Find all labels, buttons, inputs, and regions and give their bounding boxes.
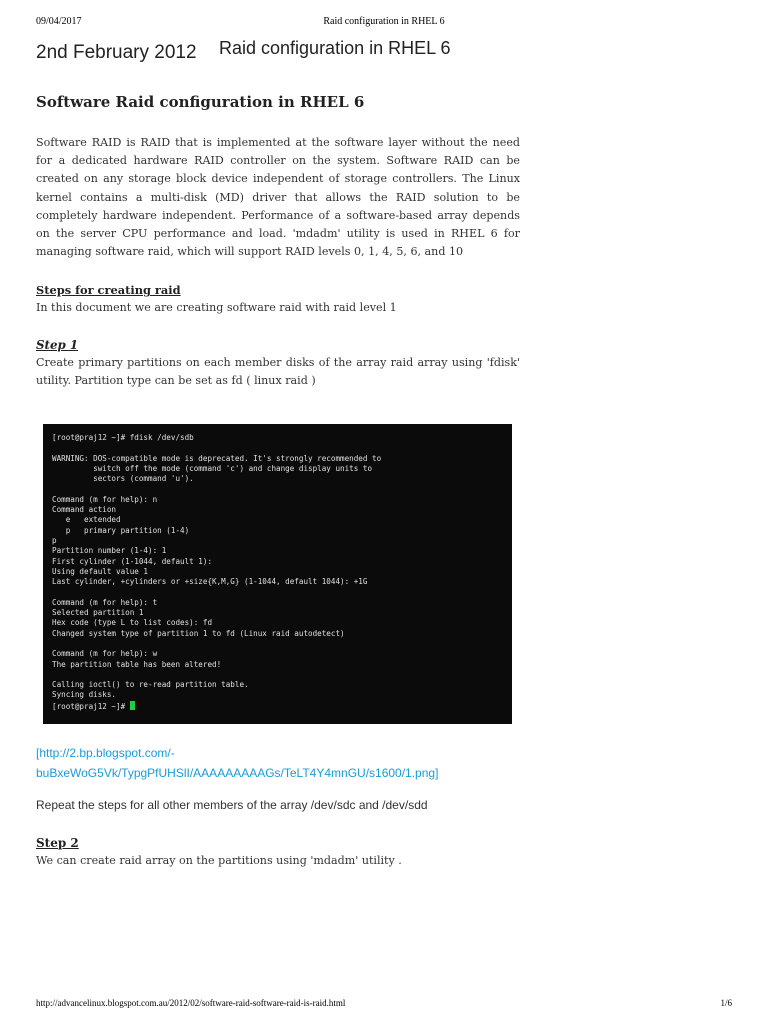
step2-heading: Step 2	[36, 836, 79, 850]
article-heading: Software Raid configuration in RHEL 6	[36, 93, 365, 111]
terminal-cursor	[130, 701, 135, 710]
print-title: Raid configuration in RHEL 6	[323, 16, 445, 27]
post-title[interactable]: Raid configuration in RHEL 6	[219, 38, 451, 58]
intro-paragraph: Software RAID is RAID that is implemented at the software layer without the need for a dedicated hardware RAID controller on the system. Software RAID can be created on any storage block device independent of storage controllers. The Linux kernel contains a multi-disk (MD) driver that allows the RAID solution to be completely hardware independent. Performance of a software-based array depends on the server CPU performance and load. 'mdadm' utility is used in RHEL 6 for managing software raid, which will support RAID levels 0, 1, 4, 5, 6, and 10	[36, 136, 520, 259]
terminal-screenshot	[43, 424, 512, 724]
terminal-output: [root@praj12 ~]# fdisk /dev/sdb WARNING: DOS-compatible mode is deprecated. It's strongly recommended to switch off the mode (command 'c') and change display units to sectors (command 'u'). Command (m for help): n Command action e extended p primary partition (1-4) p Partition number (1-4): 1 First cylinder (1-1044, default 1): Using default value 1 Last cylinder, +cylinders or +size{K,M,G} (1-1044, default 1044): +1G Command (m for help): t Selected partition 1 Hex code (type L to list codes): fd Changed system type of partition 1 to fd (Linux raid autodetect) Command (m for help): w The partition table has been altered! Calling ioctl() to re-read partition table. Syncing disks. [root@praj12 ~]#	[52, 433, 382, 711]
print-footer	[36, 998, 732, 1010]
article-body	[36, 92, 520, 390]
step2-text: We can create raid array on the partitions using 'mdadm' utility .	[36, 854, 402, 867]
post-date: 2nd February 2012	[36, 42, 197, 63]
page-number: 1/6	[720, 998, 732, 1008]
image-source-link[interactable]: [http://2.bp.blogspot.com/-buBxeWoG5Vk/TypgPfUHSlI/AAAAAAAAAGs/TeLT4Y4mnGU/s1600/1.png]	[36, 746, 439, 780]
page-url: http://advancelinux.blogspot.com.au/2012/02/software-raid-software-raid-is-raid.html	[36, 998, 346, 1008]
step1-text: Create primary partitions on each member disks of the array raid array using 'fdisk' utility. Partition type can be set as fd ( linux raid )	[36, 355, 520, 387]
print-header	[36, 16, 732, 30]
steps-heading: Steps for creating raid	[36, 283, 181, 298]
blog-post-header	[36, 38, 732, 70]
step1-heading: Step 1	[36, 337, 79, 352]
step2-section	[36, 834, 520, 870]
steps-intro: In this document we are creating software raid with raid level 1	[36, 301, 397, 315]
print-date: 09/04/2017	[36, 16, 82, 27]
repeat-instructions: Repeat the steps for all other members of the array /dev/sdc and /dev/sdd	[36, 798, 428, 812]
